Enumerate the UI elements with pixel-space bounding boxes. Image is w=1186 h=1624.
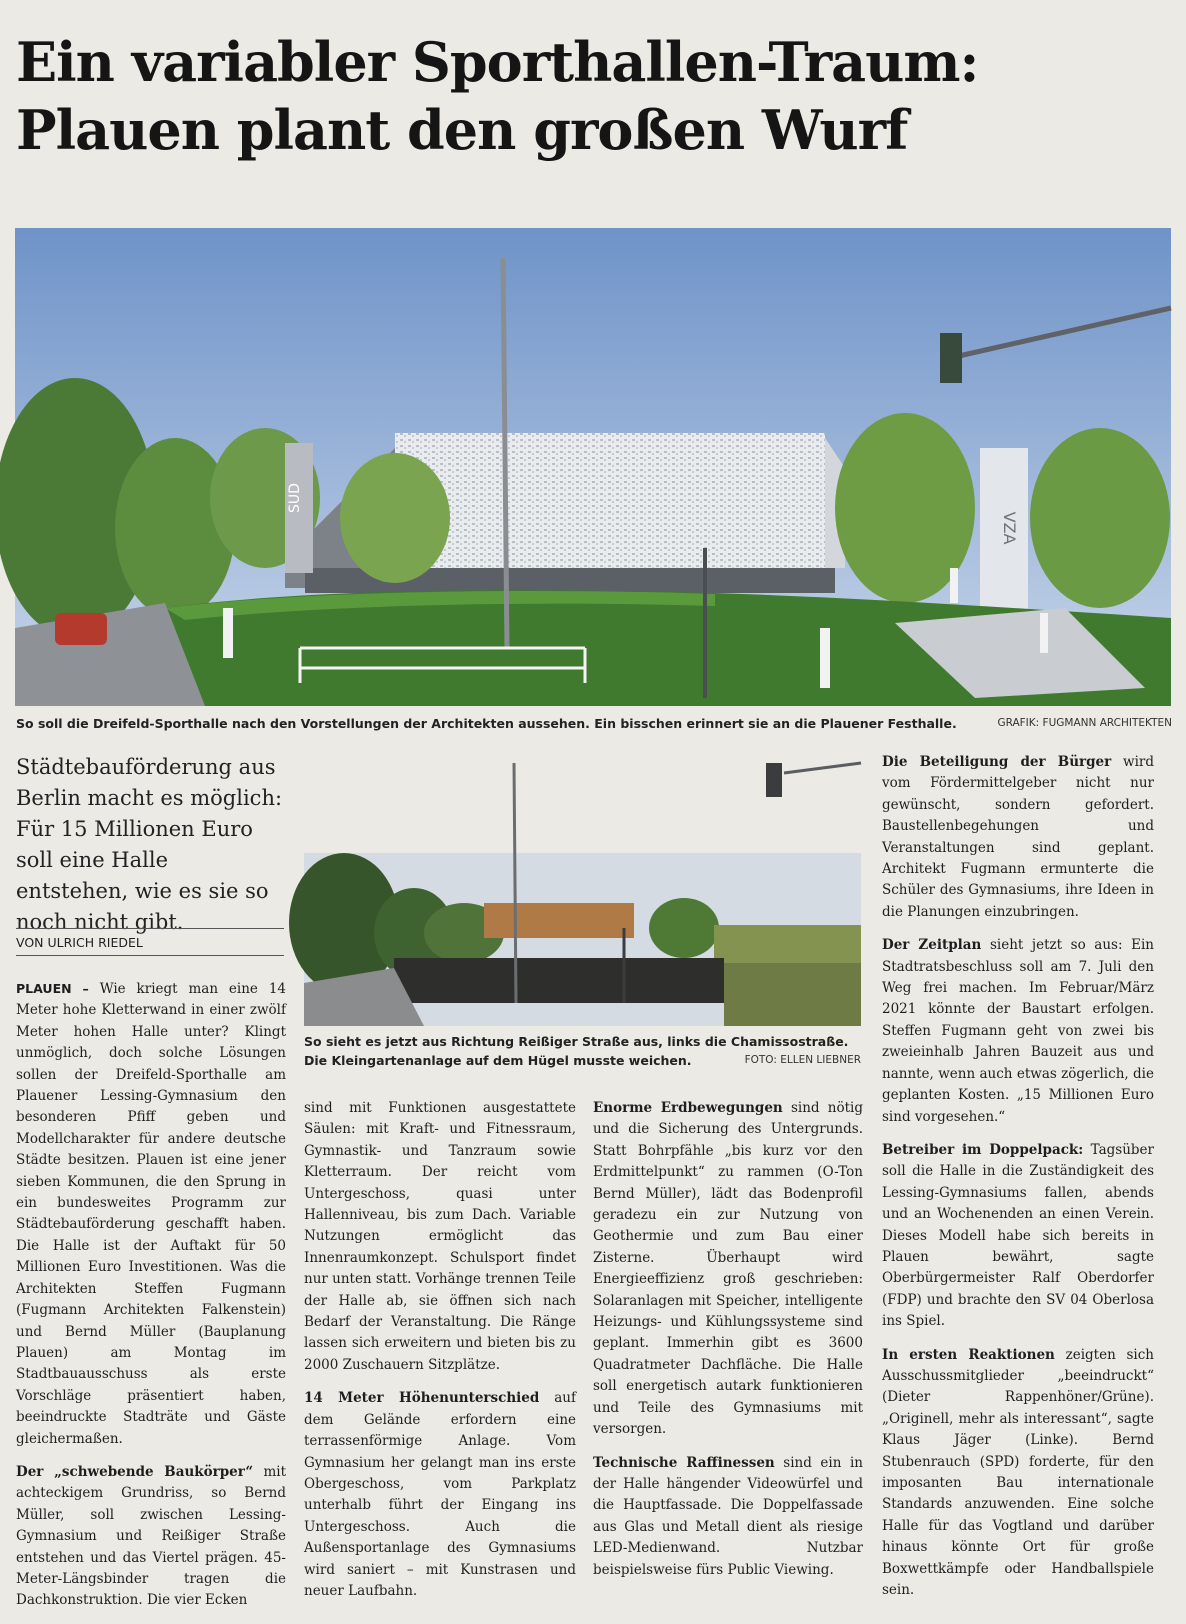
paragraph [882,935,1154,1128]
architect-rendering [15,228,1171,706]
dateline: PLAUEN – [16,981,89,996]
red-car [55,613,107,645]
subhead: Technische Raffinessen [593,1454,775,1471]
photo2-caption-line-1: So sieht es jetzt aus Richtung Reißiger Straße aus, links die Chamissostraße. [304,1034,849,1049]
paragraph-text: sieht jetzt so aus: Ein Stadtratsbeschluss soll am 7. Juli den Weg frei machen. Im Februar/März 2021 könnte der Baustart erfolgen. Steffen Fugmann geht von zwei bis zweieinhalb Jahren Bauzeit aus und nannte, wenn auch etwas zögerlich, die geplanten Kosten. „15 Millionen Euro sind vorgesehen.“ [882,937,1154,1125]
paragraph-text: mit achteckigem Grundriss, so Bernd Müller, soll zwischen Lessing-Gymnasium und Reißiger Straße entstehen und das Viertel prägen. 45-Meter-Längsbinder tragen die Dachkonstruktion. Die vier Ecken [16,1463,286,1609]
hero-caption-text: So soll die Dreifeld-Sporthalle nach den Vorstellungen der Architekten aussehen. Ein bisschen erinnert sie an die Plauener Festhalle. [16,716,957,731]
paragraph-text: Wie kriegt man eine 14 Meter hohe Kletterwand in einer zwölf Meter hohen Halle unter? Klingt unmöglich, doch solche Lösungen sollen der Dreifeld-Sporthalle am Plauener Lessing-Gymnasium den besonderen Pfiff geben und Modellcharakter für andere deutsche Städte besitzen. Plauen ist eine jener sieben Kommunen, die den Sprung in ein bundesweites Programm zur Städtebauförderung geschafft haben. Die Halle ist der Auftakt für 50 Millionen Euro Investitionen. Was die Architekten Steffen Fugmann (Fugmann Architekten Falkenstein) und Bernd Müller (Bauplanung Plauen) am Montag im Stadtbauausschuss als erste Vorschläge präsentiert haben, beeindruckte Stadträte und Gäste gleichermaßen. [16,981,287,1447]
subhead: Betreiber im Doppelpack: [882,1141,1084,1158]
paragraph-text: auf dem Gelände erfordern eine terrassenförmige Anlage. Vom Gymnasium her gelangt man ins erste Obergeschoss, vom Parkplatz unterhalb führt der Eingang ins Untergeschoss. Auch die Außensportanlage des Gymnasiums wird saniert – mit Kunstrasen und neuer Laufbahn. [304,1390,576,1599]
subhead: 14 Meter Höhenunterschied [304,1390,540,1407]
headline [16,28,1166,164]
subhead: Der Zeitplan [882,937,982,954]
paragraph [882,1140,1154,1333]
byline: VON ULRICH RIEDEL [16,928,284,956]
paragraph: sind mit Funktionen ausgestattete Säulen: mit Kraft- und Fitnessraum, Gymnastik- und Tanzraum sowie Kletterraum. Der reicht vom Untergeschoss, quasi unter Hallenniveau, bis zum Dach. Variable Nutzungen ermöglicht das Innenraumkonzept. Schulsport findet nur unten statt. Vorhänge trennen Teile der Halle ab, sie öffnen sich nach Bedarf der Veranstaltung. Die Ränge lassen sich erweitern und bieten bis zu 2000 Zuschauern Sitzplätze. [304,1100,577,1373]
headline-line-1: Ein variabler Sporthallen-Traum: [16,30,979,94]
subhead: Enorme Erdbewegungen [593,1100,783,1116]
paragraph [593,1453,863,1581]
article-column-4 [882,752,1154,1613]
traffic-light [940,333,962,383]
article-column-1 [16,978,286,1624]
article-column-3 [593,1098,863,1593]
paragraph [16,1462,286,1612]
paragraph [16,978,286,1450]
headline-line-2: Plauen plant den großen Wurf [16,98,908,162]
paragraph [882,1345,1154,1602]
site-photo [304,753,861,1026]
paragraph [882,752,1154,923]
photo2-caption-line-2: Die Kleingartenanlage auf dem Hügel musste weichen. [304,1053,692,1068]
paragraph-text: sind ein in der Halle hängender Videowürfel und die Hauptfassade. Die Doppelfassade aus Glas und Metall dient als riesige LED-Medienwand. Nutzbar beispielsweise fürs Public Viewing. [593,1454,863,1578]
paragraph [593,1098,863,1441]
sign-tower [980,448,1028,618]
tower-sign-text: VZA [1000,511,1019,545]
current-site-photo [304,753,861,1026]
hero-caption-credit: GRAFIK: FUGMANN ARCHITEKTEN [997,717,1172,729]
subhead: In ersten Reaktionen [882,1346,1055,1363]
photo2-caption [304,1032,861,1070]
article-column-2 [304,1098,576,1614]
hero-image [15,228,1171,706]
hall-sign-left: SUD [287,483,303,513]
paragraph-text: Tagsüber soll die Halle in die Zuständigkeit des Lessing-Gymnasiums fallen, abends und an Wochenenden an einen Verein. Dieses Modell habe sich bereits in Plauen bewährt, sagte Oberbürgermeister Ralf Oberdorfer (FDP) und brachte den SV 04 Oberlosa ins Spiel. [882,1141,1154,1330]
hero-caption [16,714,1172,733]
subhead: Der „schwebende Baukörper“ [16,1463,254,1480]
paragraph-text: sind nötig und die Sicherung des Untergrunds. Statt Bohrpfähle „bis kurz vor den Erdmittelpunkt“ zu rammen (O-Ton Bernd Müller), lädt das Bodenprofil geradezu ein zur Nutzung von Geothermie und zum Bau einer Zisterne. Überhaupt wird Energieeffizienz groß geschrieben: Solaranlagen mit Speicher, intelligente Heizungs- und Kühlungssysteme sind geplant. Immerhin gibt es 3600 Quadratmeter Dachfläche. Die Halle soll energetisch autark funktionieren und Teile des Gymnasiums mit versorgen. [593,1100,863,1438]
paragraph [304,1388,576,1602]
teaser: Städtebauförderung aus Berlin macht es möglich: Für 15 Millionen Euro soll eine Halle entstehen, wie es sie so noch nicht gibt. [16,755,283,934]
paragraph-text: wird vom Fördermittelgeber nicht nur gewünscht, sondern gefordert. Baustellenbegehungen und Veranstaltungen sind geplant. Architekt Fugmann ermunterte die Schüler des Gymnasiums, ihre Ideen in die Planungen einzubringen. [882,754,1154,920]
subhead: Die Beteiligung der Bürger [882,754,1112,770]
paragraph-text: zeigten sich Ausschussmitglieder „beeindruckt“ (Dieter Rappenhöner/Grüne). „Originell, mehr als interessant“, sagte Klaus Jäger (Linke). Bernd Stubenrauch (SPD) forderte, für den imposanten Bau internationale Standards anzuwenden. Eine solche Halle für das Vogtland und darüber hinaus könnte Ort für große Boxwettkämpfe oder Handballspiele sein. [882,1346,1154,1599]
photo2-caption-credit: FOTO: ELLEN LIEBNER [744,1054,861,1066]
